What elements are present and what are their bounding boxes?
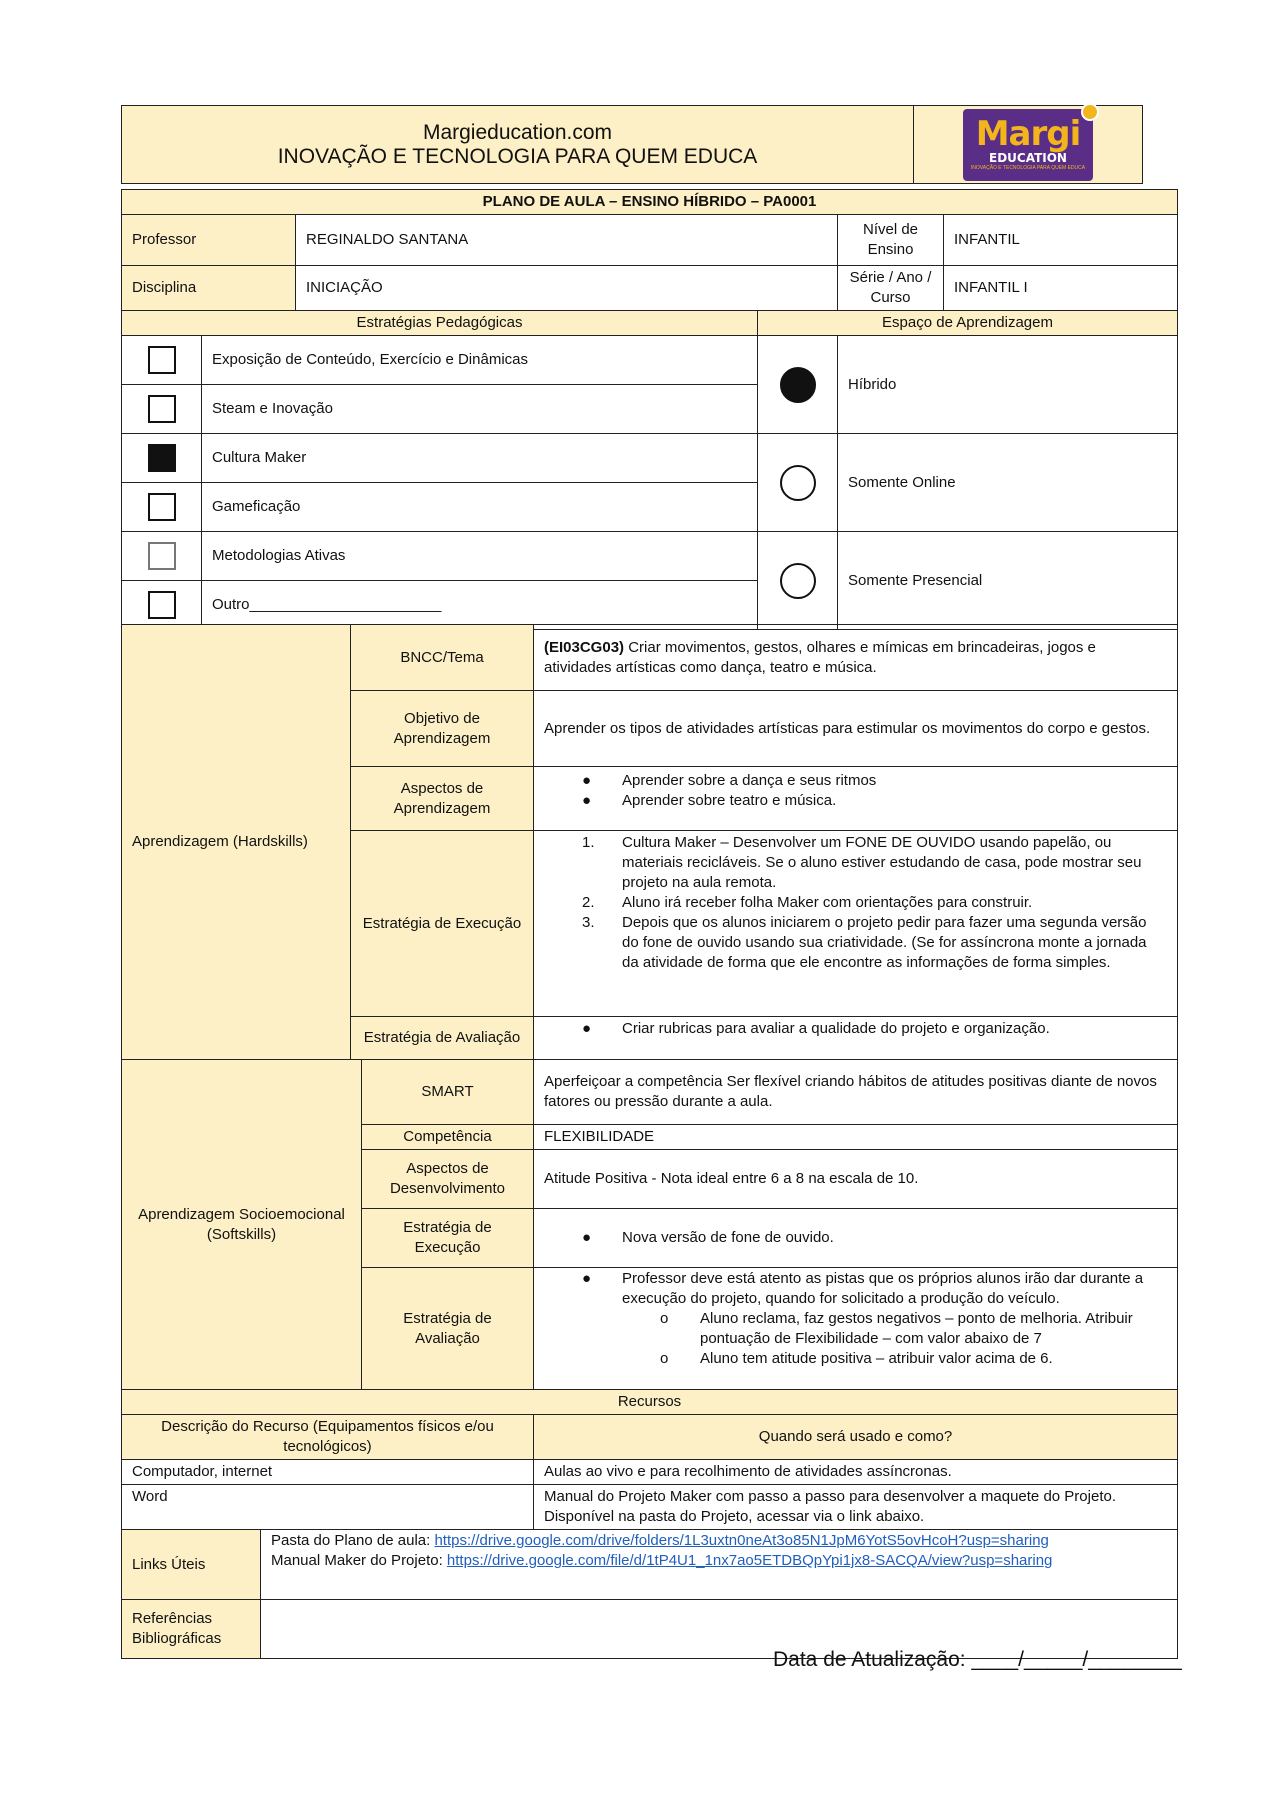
space-label-presencial: Somente Presencial bbox=[838, 532, 1178, 630]
soft-execucao-cell bbox=[534, 1209, 1178, 1268]
checkbox-checked-icon bbox=[148, 444, 176, 472]
list-item: 3. Depois que os alunos iniciarem o projeto pedir para fazer uma segunda versão do fone de ouvido usando sua criatividade. (Se for assíncrona monte a jornada da atividade de forma que ele encontre as informações de forma simples. bbox=[582, 914, 1147, 971]
hardskills-label: Aprendizagem (Hardskills) bbox=[122, 625, 351, 1060]
space-radio-presencial[interactable] bbox=[758, 532, 838, 630]
strategy-checkbox-6[interactable] bbox=[122, 581, 202, 630]
serie-value: INFANTIL I bbox=[944, 266, 1178, 311]
resource-use-header: Quando será usado e como? bbox=[534, 1415, 1178, 1460]
strategies-header: Estratégias Pedagógicas bbox=[122, 311, 758, 336]
strategy-checkbox-1[interactable] bbox=[122, 336, 202, 385]
radio-filled-icon bbox=[780, 367, 816, 403]
nivel-label: Nível de Ensino bbox=[838, 215, 944, 266]
list-item: 1. Cultura Maker – Desenvolver um FONE DE OUVIDO usando papelão, ou materiais recicláveis. Se o aluno estiver estudando de casa, pode mostrar seu projeto na aula remota. bbox=[582, 834, 1142, 891]
strategy-checkbox-2[interactable] bbox=[122, 385, 202, 434]
sub-bullet-icon: o bbox=[660, 1350, 669, 1367]
strategy-label-3: Cultura Maker bbox=[202, 434, 758, 483]
aspectos-list bbox=[544, 771, 1167, 811]
bncc-label: BNCC/Tema bbox=[351, 625, 534, 691]
ball-icon bbox=[1081, 103, 1099, 121]
space-label-online: Somente Online bbox=[838, 434, 1178, 532]
spaces-header: Espaço de Aprendizagem bbox=[758, 311, 1178, 336]
smart-label: SMART bbox=[362, 1060, 534, 1125]
softskills-table bbox=[121, 1059, 1178, 1391]
objetivo-value: Aprender os tipos de atividades artísticas para estimular os movimentos do corpo e gestos. bbox=[534, 691, 1178, 767]
strategy-label-5: Metodologias Ativas bbox=[202, 532, 758, 581]
strategy-checkbox-3[interactable] bbox=[122, 434, 202, 483]
logo-small-text: INOVAÇÃO E TECNOLOGIA PARA QUEM EDUCA bbox=[970, 165, 1086, 171]
competencia-label: Competência bbox=[362, 1125, 534, 1150]
strategy-label-1: Exposição de Conteúdo, Exercício e Dinâmicas bbox=[202, 336, 758, 385]
nivel-value: INFANTIL bbox=[944, 215, 1178, 266]
logo-sub-text: EDUCATION bbox=[989, 151, 1067, 165]
resource-item: Word bbox=[122, 1485, 534, 1530]
resources-table bbox=[121, 1389, 1178, 1659]
serie-label: Série / Ano / Curso bbox=[838, 266, 944, 311]
space-radio-hibrido[interactable] bbox=[758, 336, 838, 434]
space-radio-online[interactable] bbox=[758, 434, 838, 532]
list-item: ● Professor deve está atento as pistas que os próprios alunos irão dar durante a execução do projeto, quando for solicitado a produção do veículo. bbox=[582, 1270, 1144, 1307]
bncc-code: (EI03CG03) bbox=[544, 638, 625, 656]
hardskills-table bbox=[121, 624, 1178, 1060]
list-item: ● Aprender sobre a dança e seus ritmos bbox=[582, 772, 877, 789]
avaliacao-list-cell bbox=[534, 1017, 1178, 1060]
bullet-icon: ● bbox=[582, 1020, 592, 1037]
header-title-block bbox=[122, 106, 914, 183]
site-tagline: INOVAÇÃO E TECNOLOGIA PARA QUEM EDUCA bbox=[277, 144, 758, 168]
bullet-icon: ● bbox=[582, 792, 592, 809]
softskills-label: Aprendizagem Socioemocional (Softskills) bbox=[122, 1060, 362, 1391]
aspectos-label: Aspectos de Aprendizagem bbox=[351, 767, 534, 831]
resource-use: Manual do Projeto Maker com passo a passo para desenvolver a maquete do Projeto. Disponível na pasta do Projeto, acessar via o link abaixo. bbox=[534, 1485, 1178, 1530]
logo-area bbox=[914, 106, 1142, 183]
link-manual[interactable]: https://drive.google.com/file/d/1tP4U1_1nx7ao5ETDBQpYpi1jx8-SACQA/view?usp=sharing bbox=[446, 1552, 1053, 1569]
links-cell bbox=[261, 1530, 1178, 1600]
list-item: o Aluno reclama, faz gestos negativos – ponto de melhoria. Atribuir pontuação de Flexibilidade – com valor abaixo de 7 bbox=[660, 1310, 1133, 1347]
resource-item: Computador, internet bbox=[122, 1460, 534, 1485]
link-row-plano: Pasta do Plano de aula: https://drive.google.com/drive/folders/1L3uxtn0neAt3o85N1JpM6YotS5ovHcoH?usp=sharing bbox=[271, 1532, 1049, 1549]
professor-value: REGINALDO SANTANA bbox=[296, 215, 838, 266]
link-plano[interactable]: https://drive.google.com/drive/folders/1L3uxtn0neAt3o85N1JpM6YotS5ovHcoH?usp=sharing bbox=[434, 1532, 1049, 1549]
resources-header: Recursos bbox=[122, 1390, 1178, 1415]
execucao-list-cell bbox=[534, 831, 1178, 1017]
bullet-icon: ● bbox=[582, 772, 592, 789]
desenvolvimento-value: Atitude Positiva - Nota ideal entre 6 a 8 na escala de 10. bbox=[534, 1150, 1178, 1209]
resource-desc-header: Descrição do Recurso (Equipamentos físicos e/ou tecnológicos) bbox=[122, 1415, 534, 1460]
bncc-value bbox=[534, 625, 1178, 691]
document-header bbox=[121, 105, 1143, 184]
checkbox-icon bbox=[148, 591, 176, 619]
smart-value: Aperfeiçoar a competência Ser flexível criando hábitos de atitudes positivas diante de novos fatores ou pressão durante a aula. bbox=[534, 1060, 1178, 1125]
competencia-value: FLEXIBILIDADE bbox=[534, 1125, 1178, 1150]
links-label: Links Úteis bbox=[122, 1530, 261, 1600]
execucao-list bbox=[544, 833, 1167, 973]
soft-avaliacao-label: Estratégia de Avaliação bbox=[362, 1268, 534, 1391]
strategy-label-6: Outro_______________________ bbox=[202, 581, 758, 630]
soft-execucao-label: Estratégia de Execução bbox=[362, 1209, 534, 1268]
avaliacao-list bbox=[544, 1019, 1167, 1039]
sub-bullet-icon: o bbox=[660, 1310, 669, 1327]
strategy-label-4: Gameficação bbox=[202, 483, 758, 532]
list-item: 2. Aluno irá receber folha Maker com orientações para construir. bbox=[582, 894, 1033, 911]
update-date: Data de Atualização: ____/_____/________ bbox=[773, 1648, 1182, 1671]
objetivo-label: Objetivo de Aprendizagem bbox=[351, 691, 534, 767]
list-item: o Aluno tem atitude positiva – atribuir valor acima de 6. bbox=[660, 1350, 1053, 1367]
space-label-hibrido: Híbrido bbox=[838, 336, 1178, 434]
list-item: ● Aprender sobre teatro e música. bbox=[582, 792, 837, 809]
checkbox-icon bbox=[148, 493, 176, 521]
plan-table-top bbox=[121, 189, 1178, 630]
soft-avaliacao-sublist bbox=[544, 1309, 1167, 1369]
margi-logo bbox=[963, 109, 1093, 181]
disciplina-value: INICIAÇÃO bbox=[296, 266, 838, 311]
checkbox-icon bbox=[148, 346, 176, 374]
resource-use: Aulas ao vivo e para recolhimento de atividades assíncronas. bbox=[534, 1460, 1178, 1485]
list-item: ● Nova versão de fone de ouvido. bbox=[582, 1229, 834, 1246]
bullet-icon: ● bbox=[582, 1229, 592, 1246]
execucao-label: Estratégia de Execução bbox=[351, 831, 534, 1017]
strategy-label-2: Steam e Inovação bbox=[202, 385, 758, 434]
bncc-text: Criar movimentos, gestos, olhares e mímicas em brincadeiras, jogos e atividades artísticas como dança, teatro e música. bbox=[544, 638, 1096, 676]
aspectos-list-cell bbox=[534, 767, 1178, 831]
professor-label: Professor bbox=[122, 215, 296, 266]
desenvolvimento-label: Aspectos de Desenvolvimento bbox=[362, 1150, 534, 1209]
soft-execucao-list bbox=[544, 1228, 1167, 1248]
strategy-checkbox-4[interactable] bbox=[122, 483, 202, 532]
logo-main-text: Margi bbox=[975, 114, 1081, 154]
checkbox-icon bbox=[148, 395, 176, 423]
bullet-icon: ● bbox=[582, 1270, 592, 1287]
soft-avaliacao-list bbox=[544, 1269, 1167, 1309]
disciplina-label: Disciplina bbox=[122, 266, 296, 311]
link-row-manual: Manual Maker do Projeto: https://drive.google.com/file/d/1tP4U1_1nx7ao5ETDBQpYpi1jx8-SACQA/view?usp=sharing bbox=[271, 1552, 1053, 1569]
radio-empty-icon bbox=[780, 465, 816, 501]
avaliacao-label: Estratégia de Avaliação bbox=[351, 1017, 534, 1060]
checkbox-icon bbox=[148, 542, 176, 570]
plan-title: PLANO DE AULA – ENSINO HÍBRIDO – PA0001 bbox=[122, 190, 1178, 215]
soft-avaliacao-cell bbox=[534, 1268, 1178, 1391]
references-label: Referências Bibliográficas bbox=[122, 1600, 261, 1659]
strategy-checkbox-5[interactable] bbox=[122, 532, 202, 581]
radio-empty-icon bbox=[780, 563, 816, 599]
list-item: ● Criar rubricas para avaliar a qualidade do projeto e organização. bbox=[582, 1020, 1050, 1037]
site-name: Margieducation.com bbox=[422, 120, 613, 144]
